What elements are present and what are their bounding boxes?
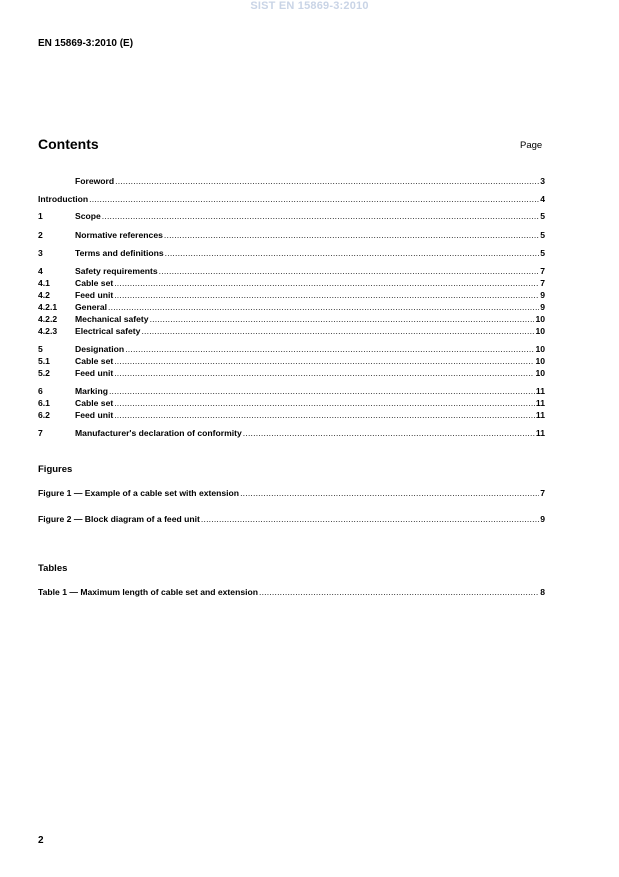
- toc-leader: [165, 248, 540, 259]
- toc-page: 9: [540, 290, 545, 300]
- toc-title: Marking: [75, 386, 108, 396]
- table-page: 8: [540, 587, 545, 597]
- figure-entry[interactable]: [38, 488, 545, 499]
- figure-leader: [201, 514, 539, 525]
- toc-title: Manufacturer's declaration of conformity: [75, 428, 242, 438]
- table-title: Table 1 — Maximum length of cable set and extension: [38, 587, 258, 597]
- toc-title: General: [75, 302, 108, 312]
- toc-leader: [108, 302, 539, 313]
- toc-entry[interactable]: [38, 368, 545, 379]
- figures-heading: Figures: [38, 464, 73, 475]
- toc-leader: [114, 278, 539, 289]
- toc-entry[interactable]: [38, 326, 545, 337]
- page-number: 2: [38, 835, 44, 846]
- toc-leader: [150, 314, 535, 325]
- toc-entry[interactable]: [38, 314, 545, 325]
- toc-entry[interactable]: [38, 248, 545, 259]
- toc-page: 10: [535, 344, 545, 354]
- toc-number: [38, 176, 75, 187]
- toc-entry[interactable]: [38, 266, 545, 277]
- figure-page: 9: [540, 514, 545, 524]
- toc-number: 1: [38, 211, 43, 221]
- toc-page: 10: [535, 326, 545, 336]
- toc-leader: [114, 368, 534, 379]
- toc-entry[interactable]: [38, 302, 545, 313]
- toc-leader: [115, 176, 539, 187]
- toc-title: Cable set: [75, 278, 114, 288]
- table-entry[interactable]: [38, 587, 545, 598]
- toc-number: 5: [38, 344, 43, 354]
- table-leader: [259, 587, 539, 598]
- toc-page: 9: [540, 302, 545, 312]
- toc-title: Foreword: [75, 176, 115, 186]
- toc-title: Cable set: [75, 356, 114, 366]
- toc-number: 2: [38, 230, 43, 240]
- toc-leader: [109, 386, 535, 397]
- figure-title: Figure 2 — Block diagram of a feed unit: [38, 514, 200, 524]
- toc-page: 10: [535, 356, 545, 366]
- toc-page: 7: [540, 266, 545, 276]
- document-id: EN 15869-3:2010 (E): [38, 38, 134, 49]
- toc-page: 10: [535, 368, 545, 378]
- toc-title: Mechanical safety: [75, 314, 149, 324]
- toc-number: 4: [38, 266, 43, 276]
- toc-page: 5: [540, 230, 545, 240]
- toc-page: 11: [535, 398, 545, 408]
- toc-title: Terms and definitions: [75, 248, 164, 258]
- toc-page: 11: [535, 428, 545, 438]
- toc-number: 6: [38, 386, 43, 396]
- toc-number: 4.2: [38, 290, 50, 300]
- page-column-label: Page: [520, 140, 543, 151]
- toc-entry[interactable]: [38, 386, 545, 397]
- toc-title: Feed unit: [75, 368, 114, 378]
- toc-entry[interactable]: [38, 230, 545, 241]
- toc-leader: [89, 194, 539, 205]
- figure-title: Figure 1 — Example of a cable set with extension: [38, 488, 240, 498]
- toc-leader: [114, 398, 535, 409]
- toc-leader: [114, 410, 535, 421]
- toc-page: 5: [540, 248, 545, 258]
- toc-entry[interactable]: [38, 211, 545, 222]
- toc-page: 3: [540, 176, 545, 186]
- toc-number: 4.1: [38, 278, 50, 288]
- toc-number: 5.1: [38, 356, 50, 366]
- toc-page: 11: [535, 410, 545, 420]
- watermark: SIST EN 15869-3:2010: [250, 0, 369, 12]
- toc-page: 4: [540, 194, 545, 204]
- toc-number: 4.2.1: [38, 302, 58, 312]
- toc-number: 3: [38, 248, 43, 258]
- toc-page: 7: [540, 278, 545, 288]
- toc-entry[interactable]: [38, 356, 545, 367]
- toc-leader: [141, 326, 534, 337]
- toc-number: 4.2.2: [38, 314, 58, 324]
- toc-page: 5: [540, 211, 545, 221]
- figure-page: 7: [540, 488, 545, 498]
- toc-leader: [102, 211, 539, 222]
- tables-heading: Tables: [38, 563, 68, 574]
- toc-number: 7: [38, 428, 43, 438]
- toc-entry[interactable]: [38, 176, 545, 187]
- toc-number: 6.1: [38, 398, 50, 408]
- contents-title: Contents: [38, 136, 99, 152]
- toc-leader: [114, 290, 539, 301]
- figure-leader: [240, 488, 539, 499]
- toc-page: 11: [535, 386, 545, 396]
- toc-title: Normative references: [75, 230, 163, 240]
- toc-number: 6.2: [38, 410, 50, 420]
- toc-title: Feed unit: [75, 410, 114, 420]
- toc-entry[interactable]: [38, 398, 545, 409]
- toc-title: Cable set: [75, 398, 114, 408]
- toc-entry[interactable]: [38, 194, 545, 205]
- toc-title: Feed unit: [75, 290, 114, 300]
- toc-title: Scope: [75, 211, 101, 221]
- toc-entry[interactable]: [38, 290, 545, 301]
- toc-leader: [114, 356, 534, 367]
- toc-entry[interactable]: [38, 428, 545, 439]
- toc-number: 5.2: [38, 368, 50, 378]
- toc-leader: [243, 428, 535, 439]
- toc-title: Designation: [75, 344, 125, 354]
- toc-title: Safety requirements: [75, 266, 158, 276]
- toc-page: 10: [535, 314, 545, 324]
- toc-title: Electrical safety: [75, 326, 141, 336]
- figure-entry[interactable]: [38, 514, 545, 525]
- toc-entry[interactable]: [38, 344, 545, 355]
- toc-leader: [125, 344, 534, 355]
- toc-leader: [164, 230, 539, 241]
- toc-number: 4.2.3: [38, 326, 58, 336]
- toc-entry[interactable]: [38, 410, 545, 421]
- toc-title: Introduction: [38, 194, 89, 204]
- toc-leader: [159, 266, 540, 277]
- toc-entry[interactable]: [38, 278, 545, 289]
